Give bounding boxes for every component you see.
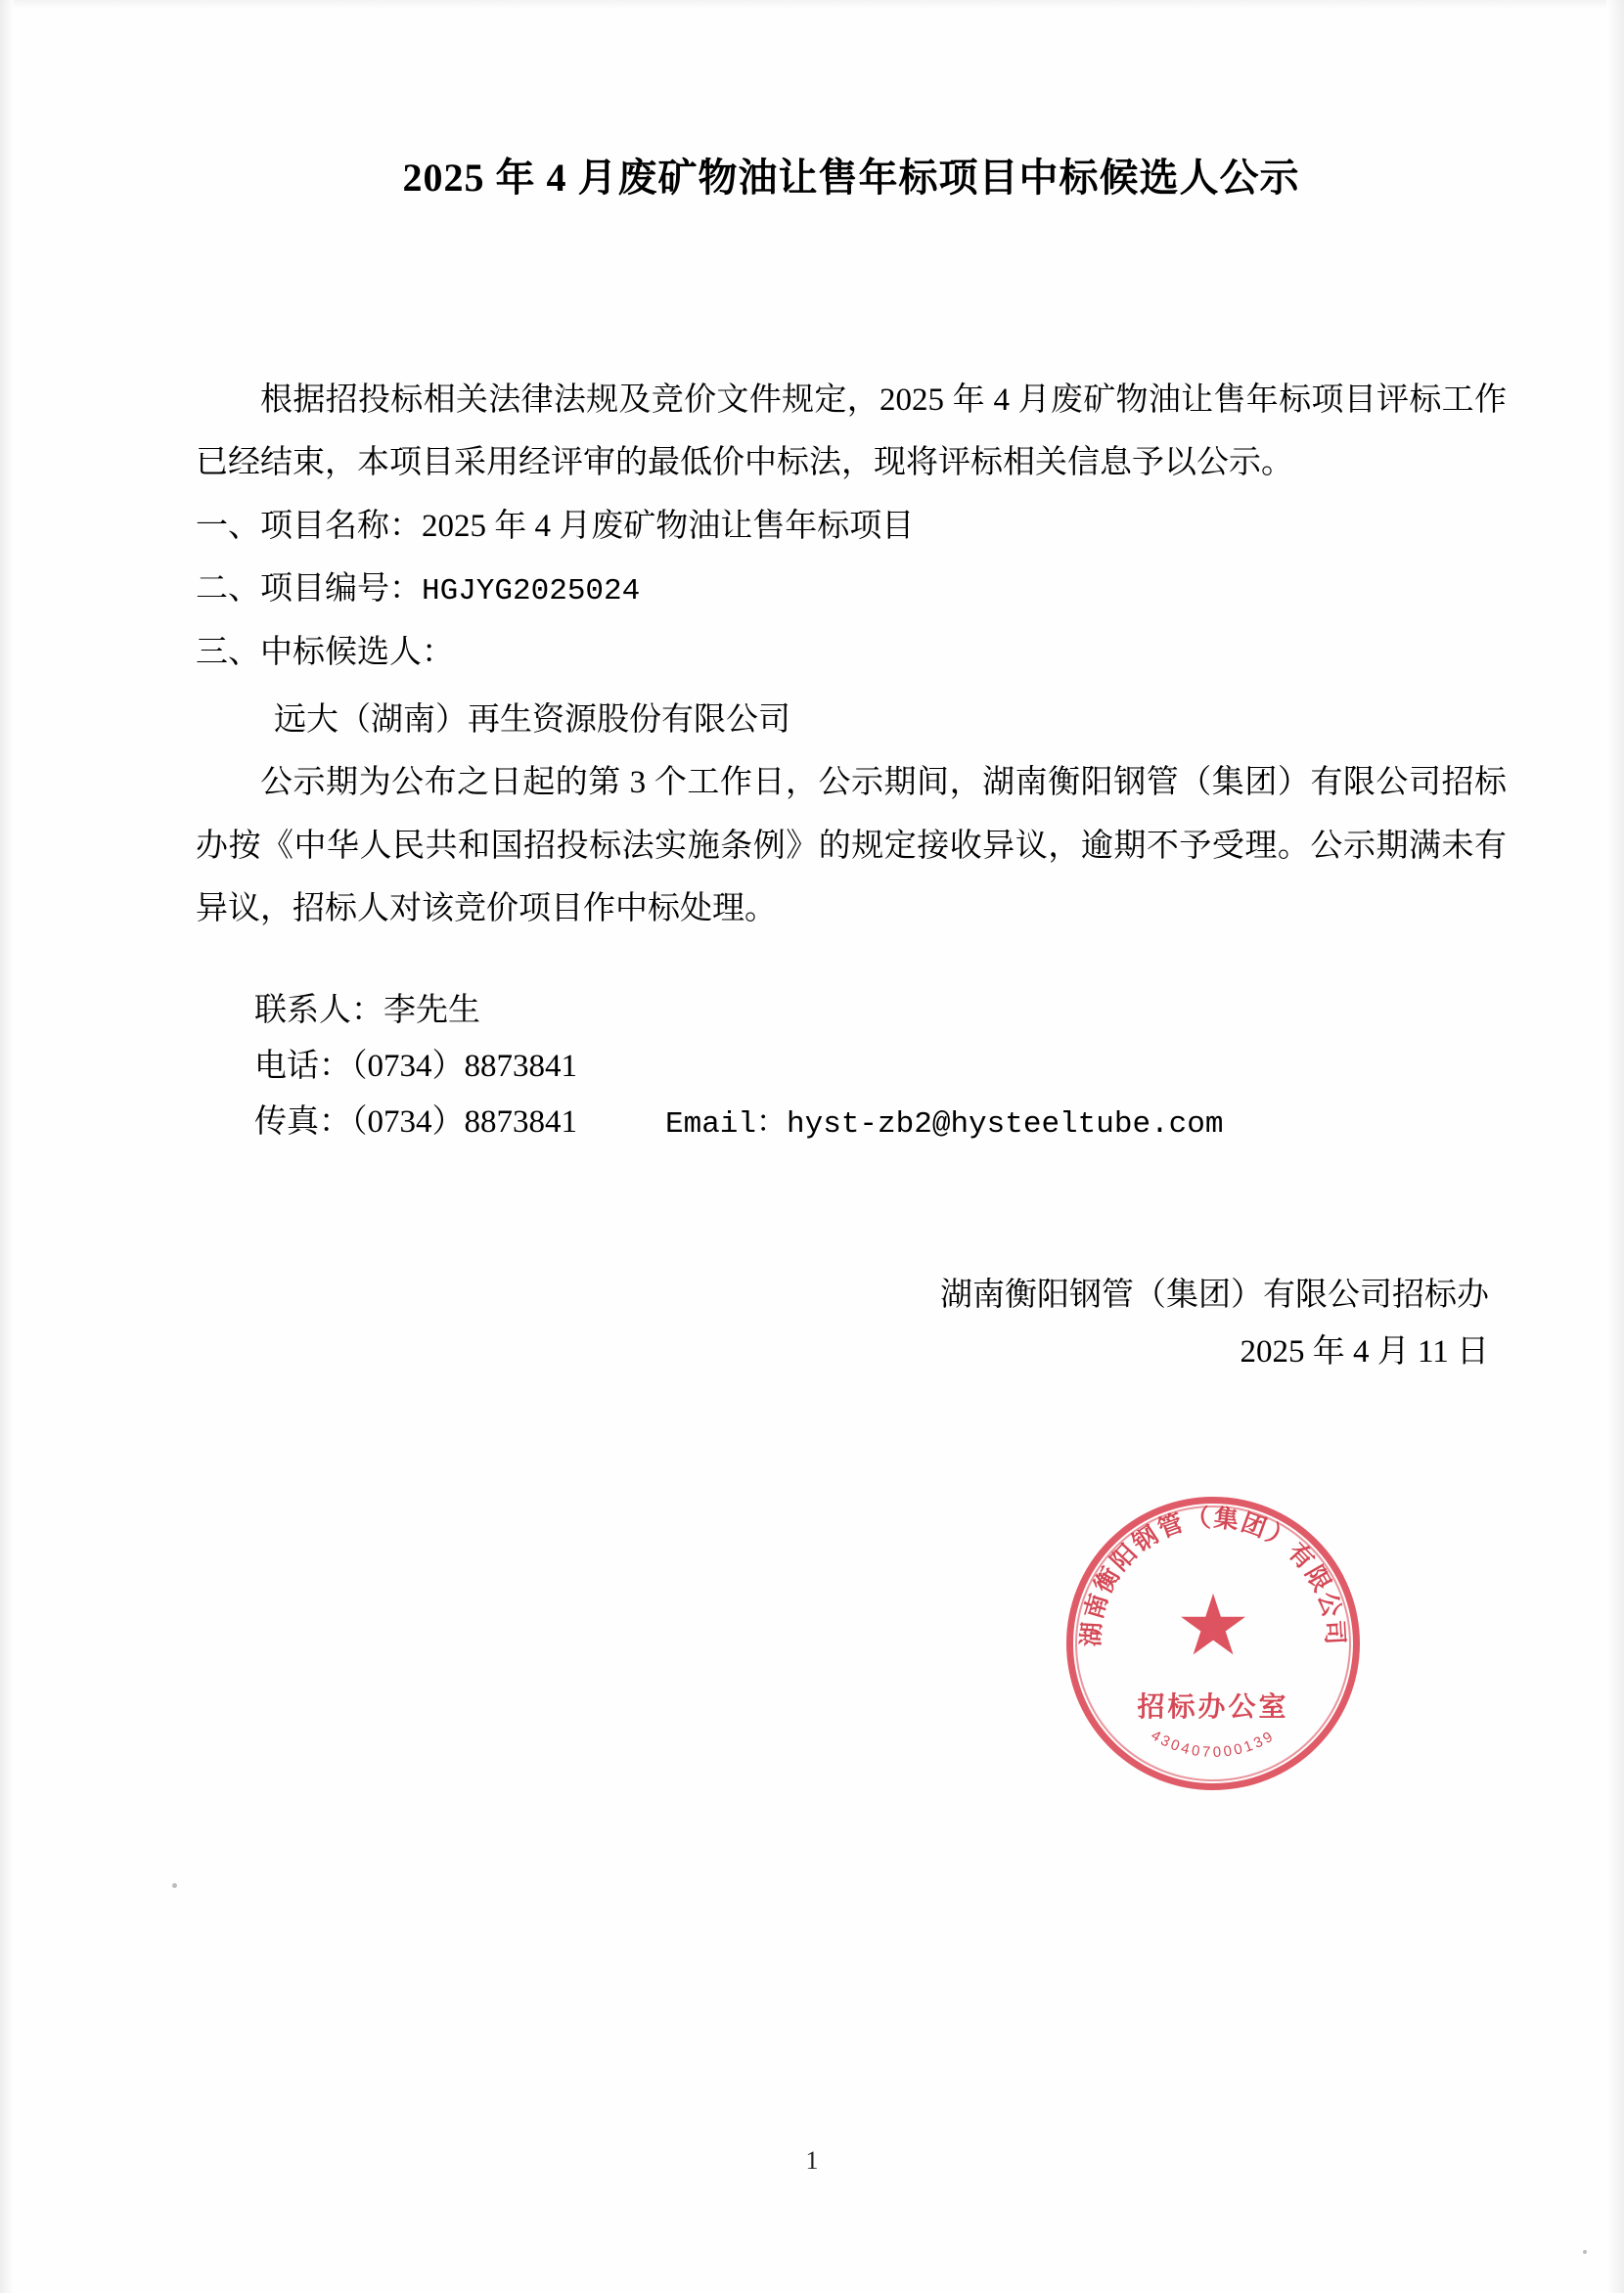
contact-email-label: Email： (665, 1106, 788, 1142)
item-candidates-label: 三、中标候选人： (196, 635, 454, 671)
contact-person-row (196, 983, 1507, 1039)
contact-person-label: 联系人： (254, 993, 383, 1029)
item-project-code (196, 558, 1507, 621)
scan-speck (172, 1883, 177, 1888)
official-seal-stamp (1066, 1497, 1360, 1790)
page-title: 2025 年 4 月废矿物油让售年标项目中标候选人公示 (402, 156, 1300, 200)
contact-phone-row (196, 1039, 1507, 1095)
seal-bottom-text: 招标办公室 (1137, 1691, 1289, 1722)
item-project-name-label: 一、项目名称： (196, 508, 422, 544)
scan-edge-left (0, 0, 14, 2293)
candidate-name: 远大（湖南）再生资源股份有限公司 (274, 701, 790, 738)
scan-edge-right (1606, 0, 1624, 2293)
contact-phone-value: （0734）8873841 (351, 1048, 577, 1084)
intro-section (196, 369, 1507, 495)
contact-fax-value: （0734）8873841 (351, 1103, 577, 1140)
scan-edge-top (0, 0, 1624, 10)
notice-paragraph: 公示期为公布之日起的第 3 个工作日，公示期间，湖南衡阳钢管（集团）有限公司招标办按《中华人民共和国招投标法实施条例》的规定接收异议，逾期不予受理。公示期满未有异议，招标人对该竞价项目作中标处理。 (196, 765, 1507, 926)
contact-person-value: 李先生 (383, 993, 480, 1029)
signature-organization: 湖南衡阳钢管（集团）有限公司招标办 (940, 1278, 1489, 1313)
item-project-code-label: 二、项目编号： (196, 571, 422, 607)
contact-fax-email-row (196, 1095, 1507, 1150)
item-project-name (196, 495, 1507, 558)
seal-code-text: 430407000139 (1148, 1727, 1279, 1762)
seal-inner-ring (1075, 1506, 1351, 1781)
scan-speck (1583, 2250, 1587, 2254)
contact-email-value: hyst-zb2@hysteeltube.com (787, 1106, 1224, 1142)
page-number: 1 (805, 2146, 819, 2175)
contact-phone-label: 电话： (254, 1048, 351, 1084)
contact-fax-label: 传真： (254, 1103, 351, 1140)
seal-arc-text (1066, 1497, 1360, 1790)
contact-section (196, 983, 1507, 1150)
star-icon: ★ (1175, 1579, 1251, 1673)
seal-outer-ring (1066, 1497, 1360, 1790)
item-candidates (196, 621, 1507, 684)
item-project-code-value: HGJYG2025024 (422, 574, 641, 609)
document-body (196, 147, 1507, 1381)
item-project-name-value: 2025 年 4 月废矿物油让售年标项目 (422, 508, 915, 544)
seal-top-text: 湖南衡阳钢管（集团）有限公司 (1077, 1504, 1349, 1647)
intro-paragraph: 根据招投标相关法律法规及竞价文件规定，2025 年 4 月废矿物油让售年标项目评标工作已经结束，本项目采用经评审的最低价中标法，现将评标相关信息予以公示。 (196, 382, 1507, 481)
signature-block (196, 1268, 1507, 1381)
signature-date: 2025 年 4 月 11 日 (1240, 1333, 1489, 1370)
